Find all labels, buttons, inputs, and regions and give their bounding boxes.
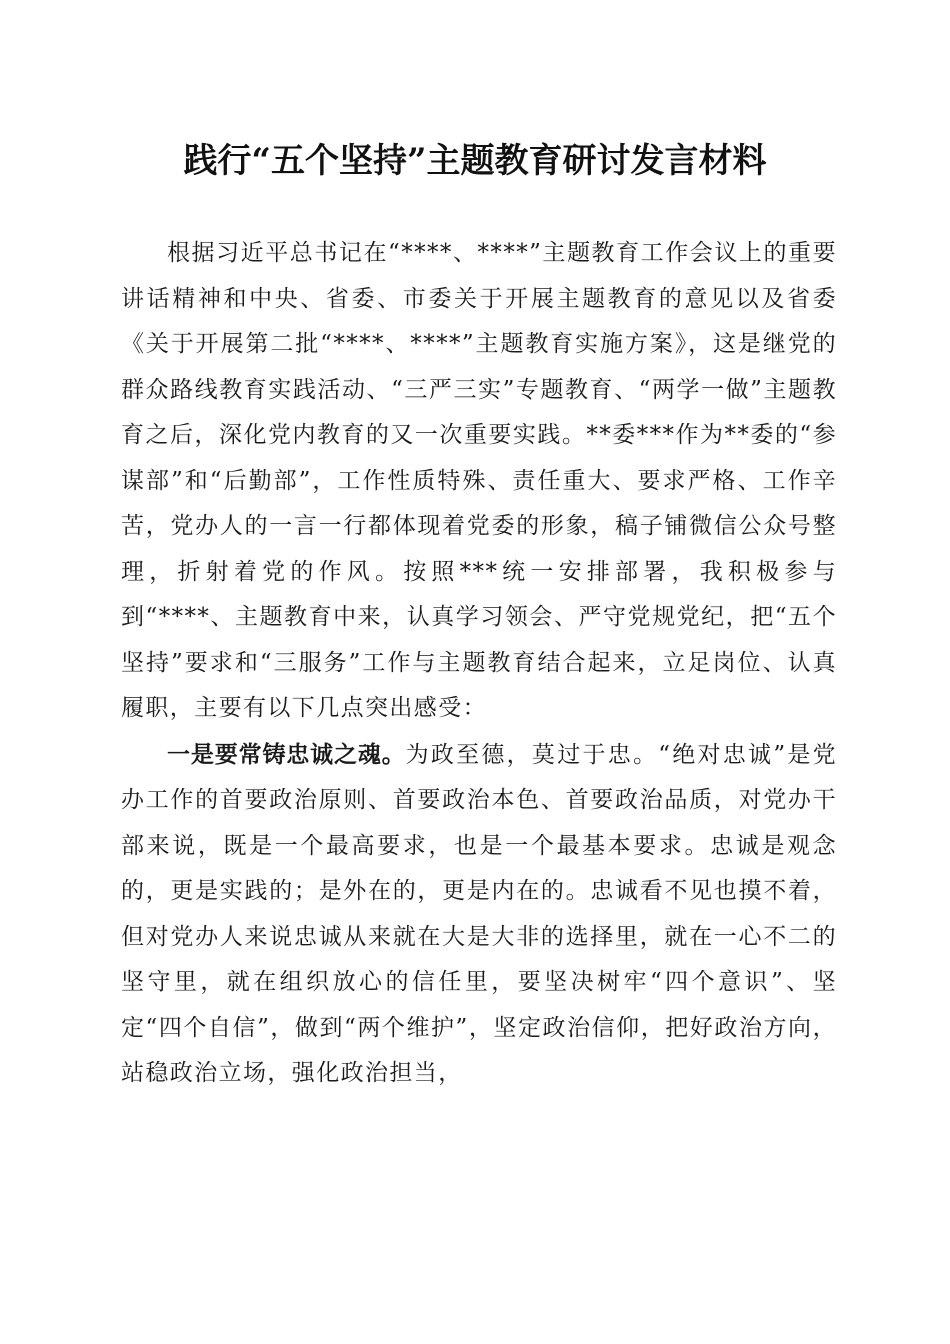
paragraph-point-one [121, 732, 837, 1097]
paragraph-lead: 一是要常铸忠诚之魂。 [167, 740, 406, 768]
document-title: 践行“五个坚持”主题教育研讨发言材料 [183, 141, 767, 181]
paragraph-intro [121, 230, 837, 732]
paragraph-text: 根据习近平总书记在“****、****”主题教育工作会议上的重要讲话精神和中央、省委、市委关于开展主题教育的意见以及省委《关于开展第二批“****、****”主题教育实施方案》，这是继党的群众路线教育实践活动、“三严三实”专题教育、“两学一做”主题教育之后，深化党内教育的又一次重要实践。**委***作为**委的“参谋部”和“后勤部”，工作性质特殊、责任重大、要求严格、工作辛苦，党办人的一言一行都体现着党委的形象，稿子铺微信公众号整理，折射着党的作风。按照***统一安排部署，我积极参与到“****、主题教育中来，认真学习领会、严守党规党纪，把“五个坚持”要求和“三服务”工作与主题教育结合起来，立足岗位、认真履职，主要有以下几点突出感受： [121, 240, 837, 721]
paragraph-text: 为政至德，莫过于忠。“绝对忠诚”是党办工作的首要政治原则、首要政治本色、首要政治品质，对党办干部来说，既是一个最高要求，也是一个最基本要求。忠诚是观念的，更是实践的；是外在的，更是内在的。忠诚看不见也摸不着，但对党办人来说忠诚从来就在大是大非的选择里，就在一心不二的坚守里，就在组织放心的信任里，要坚决树牢“四个意识”、坚定“四个自信”，做到“两个维护”，坚定政治信仰，把好政治方向，站稳政治立场，强化政治担当， [121, 741, 838, 1086]
document-body [121, 230, 837, 1097]
